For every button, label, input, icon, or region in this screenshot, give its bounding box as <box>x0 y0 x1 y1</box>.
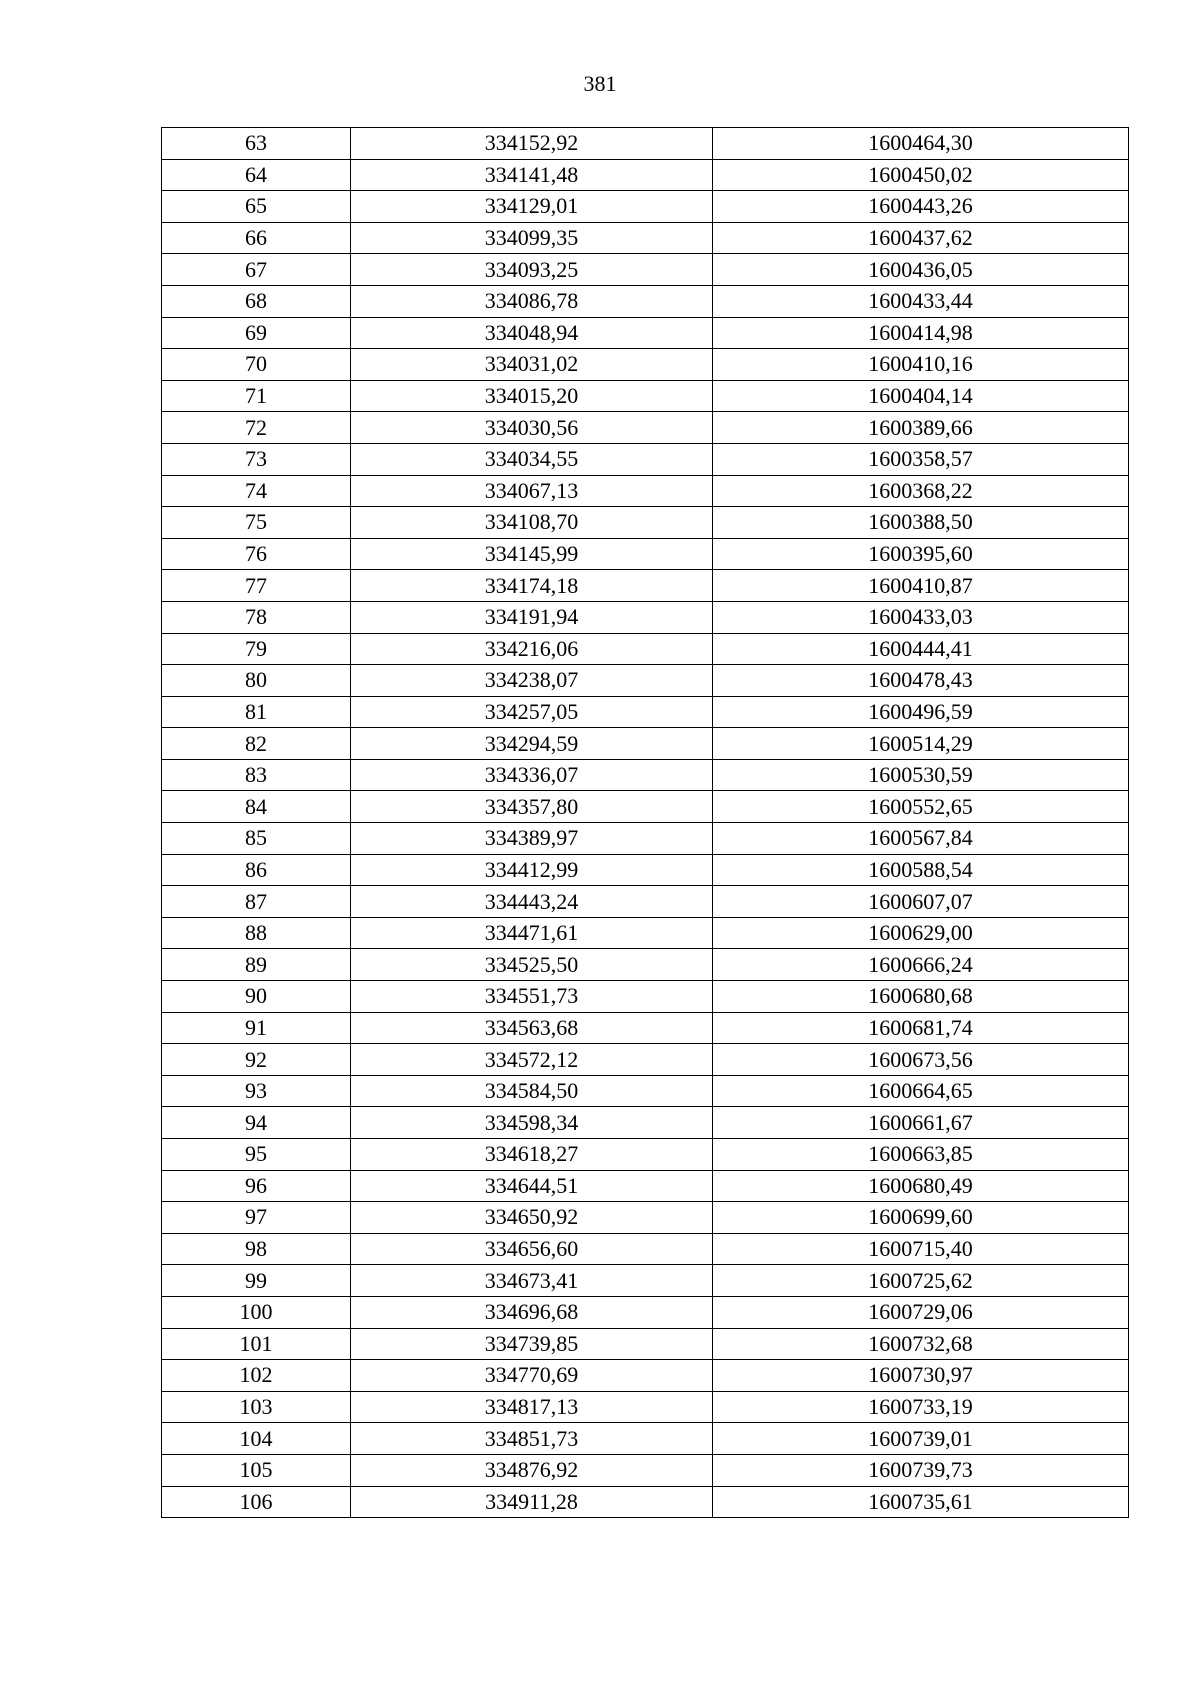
x-coordinate-cell: 334650,92 <box>351 1202 713 1234</box>
x-coordinate-cell: 334817,13 <box>351 1391 713 1423</box>
point-number-cell: 100 <box>162 1296 351 1328</box>
point-number-cell: 106 <box>162 1486 351 1518</box>
x-coordinate-cell: 334412,99 <box>351 854 713 886</box>
x-coordinate-cell: 334129,01 <box>351 191 713 223</box>
table-row <box>162 1454 1129 1486</box>
x-coordinate-cell: 334030,56 <box>351 412 713 444</box>
point-number-cell: 103 <box>162 1391 351 1423</box>
table-row <box>162 1170 1129 1202</box>
table-row <box>162 1360 1129 1392</box>
table-row <box>162 1328 1129 1360</box>
table-row <box>162 159 1129 191</box>
point-number-cell: 82 <box>162 728 351 760</box>
table-row <box>162 949 1129 981</box>
x-coordinate-cell: 334145,99 <box>351 538 713 570</box>
point-number-cell: 87 <box>162 886 351 918</box>
y-coordinate-cell: 1600664,65 <box>713 1075 1129 1107</box>
table-row <box>162 1075 1129 1107</box>
table-row <box>162 1202 1129 1234</box>
table-row <box>162 1012 1129 1044</box>
table-row <box>162 823 1129 855</box>
y-coordinate-cell: 1600358,57 <box>713 443 1129 475</box>
point-number-cell: 88 <box>162 917 351 949</box>
point-number-cell: 73 <box>162 443 351 475</box>
x-coordinate-cell: 334191,94 <box>351 601 713 633</box>
y-coordinate-cell: 1600663,85 <box>713 1139 1129 1171</box>
x-coordinate-cell: 334572,12 <box>351 1044 713 1076</box>
y-coordinate-cell: 1600739,73 <box>713 1454 1129 1486</box>
y-coordinate-cell: 1600715,40 <box>713 1233 1129 1265</box>
table-row <box>162 507 1129 539</box>
point-number-cell: 95 <box>162 1139 351 1171</box>
x-coordinate-cell: 334099,35 <box>351 222 713 254</box>
y-coordinate-cell: 1600552,65 <box>713 791 1129 823</box>
x-coordinate-cell: 334851,73 <box>351 1423 713 1455</box>
table-row <box>162 1044 1129 1076</box>
y-coordinate-cell: 1600739,01 <box>713 1423 1129 1455</box>
x-coordinate-cell: 334093,25 <box>351 254 713 286</box>
point-number-cell: 76 <box>162 538 351 570</box>
point-number-cell: 85 <box>162 823 351 855</box>
y-coordinate-cell: 1600410,16 <box>713 349 1129 381</box>
x-coordinate-cell: 334739,85 <box>351 1328 713 1360</box>
x-coordinate-cell: 334911,28 <box>351 1486 713 1518</box>
x-coordinate-cell: 334015,20 <box>351 380 713 412</box>
y-coordinate-cell: 1600735,61 <box>713 1486 1129 1518</box>
table-row <box>162 886 1129 918</box>
y-coordinate-cell: 1600436,05 <box>713 254 1129 286</box>
x-coordinate-cell: 334086,78 <box>351 285 713 317</box>
x-coordinate-cell: 334108,70 <box>351 507 713 539</box>
y-coordinate-cell: 1600699,60 <box>713 1202 1129 1234</box>
x-coordinate-cell: 334696,68 <box>351 1296 713 1328</box>
x-coordinate-cell: 334031,02 <box>351 349 713 381</box>
y-coordinate-cell: 1600567,84 <box>713 823 1129 855</box>
table-row <box>162 128 1129 160</box>
x-coordinate-cell: 334174,18 <box>351 570 713 602</box>
y-coordinate-cell: 1600666,24 <box>713 949 1129 981</box>
x-coordinate-cell: 334618,27 <box>351 1139 713 1171</box>
y-coordinate-cell: 1600729,06 <box>713 1296 1129 1328</box>
point-number-cell: 64 <box>162 159 351 191</box>
point-number-cell: 99 <box>162 1265 351 1297</box>
point-number-cell: 86 <box>162 854 351 886</box>
table-row <box>162 1296 1129 1328</box>
point-number-cell: 75 <box>162 507 351 539</box>
y-coordinate-cell: 1600414,98 <box>713 317 1129 349</box>
y-coordinate-cell: 1600368,22 <box>713 475 1129 507</box>
x-coordinate-cell: 334673,41 <box>351 1265 713 1297</box>
x-coordinate-cell: 334876,92 <box>351 1454 713 1486</box>
point-number-cell: 74 <box>162 475 351 507</box>
table-row <box>162 412 1129 444</box>
y-coordinate-cell: 1600450,02 <box>713 159 1129 191</box>
table-row <box>162 1423 1129 1455</box>
table-row <box>162 254 1129 286</box>
table-row <box>162 475 1129 507</box>
table-row <box>162 1233 1129 1265</box>
table-row <box>162 380 1129 412</box>
y-coordinate-cell: 1600433,03 <box>713 601 1129 633</box>
y-coordinate-cell: 1600437,62 <box>713 222 1129 254</box>
point-number-cell: 105 <box>162 1454 351 1486</box>
y-coordinate-cell: 1600680,68 <box>713 981 1129 1013</box>
x-coordinate-cell: 334644,51 <box>351 1170 713 1202</box>
y-coordinate-cell: 1600443,26 <box>713 191 1129 223</box>
x-coordinate-cell: 334336,07 <box>351 759 713 791</box>
y-coordinate-cell: 1600395,60 <box>713 538 1129 570</box>
y-coordinate-cell: 1600496,59 <box>713 696 1129 728</box>
point-number-cell: 63 <box>162 128 351 160</box>
table-row <box>162 633 1129 665</box>
point-number-cell: 93 <box>162 1075 351 1107</box>
point-number-cell: 96 <box>162 1170 351 1202</box>
table-row <box>162 285 1129 317</box>
point-number-cell: 104 <box>162 1423 351 1455</box>
y-coordinate-cell: 1600681,74 <box>713 1012 1129 1044</box>
x-coordinate-cell: 334443,24 <box>351 886 713 918</box>
table-row <box>162 570 1129 602</box>
table-row <box>162 665 1129 697</box>
point-number-cell: 81 <box>162 696 351 728</box>
table-row <box>162 759 1129 791</box>
y-coordinate-cell: 1600661,67 <box>713 1107 1129 1139</box>
y-coordinate-cell: 1600732,68 <box>713 1328 1129 1360</box>
x-coordinate-cell: 334152,92 <box>351 128 713 160</box>
table-row <box>162 538 1129 570</box>
y-coordinate-cell: 1600607,07 <box>713 886 1129 918</box>
x-coordinate-cell: 334048,94 <box>351 317 713 349</box>
point-number-cell: 72 <box>162 412 351 444</box>
point-number-cell: 90 <box>162 981 351 1013</box>
x-coordinate-cell: 334551,73 <box>351 981 713 1013</box>
x-coordinate-cell: 334357,80 <box>351 791 713 823</box>
point-number-cell: 92 <box>162 1044 351 1076</box>
table-row <box>162 601 1129 633</box>
y-coordinate-cell: 1600433,44 <box>713 285 1129 317</box>
y-coordinate-cell: 1600588,54 <box>713 854 1129 886</box>
y-coordinate-cell: 1600464,30 <box>713 128 1129 160</box>
point-number-cell: 91 <box>162 1012 351 1044</box>
page-number: 381 <box>583 71 617 96</box>
x-coordinate-cell: 334525,50 <box>351 949 713 981</box>
table-row <box>162 443 1129 475</box>
y-coordinate-cell: 1600680,49 <box>713 1170 1129 1202</box>
table-row <box>162 854 1129 886</box>
point-number-cell: 97 <box>162 1202 351 1234</box>
table-row <box>162 1265 1129 1297</box>
x-coordinate-cell: 334598,34 <box>351 1107 713 1139</box>
x-coordinate-cell: 334238,07 <box>351 665 713 697</box>
point-number-cell: 83 <box>162 759 351 791</box>
table-row <box>162 1107 1129 1139</box>
point-number-cell: 70 <box>162 349 351 381</box>
x-coordinate-cell: 334563,68 <box>351 1012 713 1044</box>
y-coordinate-cell: 1600730,97 <box>713 1360 1129 1392</box>
table-row <box>162 791 1129 823</box>
table-row <box>162 981 1129 1013</box>
point-number-cell: 66 <box>162 222 351 254</box>
x-coordinate-cell: 334770,69 <box>351 1360 713 1392</box>
point-number-cell: 94 <box>162 1107 351 1139</box>
point-number-cell: 67 <box>162 254 351 286</box>
point-number-cell: 84 <box>162 791 351 823</box>
point-number-cell: 65 <box>162 191 351 223</box>
x-coordinate-cell: 334471,61 <box>351 917 713 949</box>
y-coordinate-cell: 1600404,14 <box>713 380 1129 412</box>
point-number-cell: 78 <box>162 601 351 633</box>
table-row <box>162 1486 1129 1518</box>
table-row <box>162 1391 1129 1423</box>
x-coordinate-cell: 334067,13 <box>351 475 713 507</box>
x-coordinate-cell: 334294,59 <box>351 728 713 760</box>
x-coordinate-cell: 334257,05 <box>351 696 713 728</box>
point-number-cell: 89 <box>162 949 351 981</box>
x-coordinate-cell: 334034,55 <box>351 443 713 475</box>
y-coordinate-cell: 1600629,00 <box>713 917 1129 949</box>
point-number-cell: 69 <box>162 317 351 349</box>
y-coordinate-cell: 1600733,19 <box>713 1391 1129 1423</box>
point-number-cell: 77 <box>162 570 351 602</box>
table-row <box>162 917 1129 949</box>
point-number-cell: 80 <box>162 665 351 697</box>
table-row <box>162 349 1129 381</box>
table-row <box>162 728 1129 760</box>
y-coordinate-cell: 1600388,50 <box>713 507 1129 539</box>
y-coordinate-cell: 1600725,62 <box>713 1265 1129 1297</box>
point-number-cell: 79 <box>162 633 351 665</box>
point-number-cell: 71 <box>162 380 351 412</box>
y-coordinate-cell: 1600530,59 <box>713 759 1129 791</box>
x-coordinate-cell: 334584,50 <box>351 1075 713 1107</box>
point-number-cell: 102 <box>162 1360 351 1392</box>
table-row <box>162 1139 1129 1171</box>
point-number-cell: 101 <box>162 1328 351 1360</box>
x-coordinate-cell: 334389,97 <box>351 823 713 855</box>
point-number-cell: 68 <box>162 285 351 317</box>
y-coordinate-cell: 1600514,29 <box>713 728 1129 760</box>
table-row <box>162 317 1129 349</box>
table-row <box>162 222 1129 254</box>
y-coordinate-cell: 1600389,66 <box>713 412 1129 444</box>
table-body <box>162 128 1129 1518</box>
y-coordinate-cell: 1600478,43 <box>713 665 1129 697</box>
coordinates-table <box>161 127 1129 1518</box>
table-row <box>162 696 1129 728</box>
x-coordinate-cell: 334141,48 <box>351 159 713 191</box>
x-coordinate-cell: 334216,06 <box>351 633 713 665</box>
y-coordinate-cell: 1600673,56 <box>713 1044 1129 1076</box>
point-number-cell: 98 <box>162 1233 351 1265</box>
table-row <box>162 191 1129 223</box>
x-coordinate-cell: 334656,60 <box>351 1233 713 1265</box>
y-coordinate-cell: 1600444,41 <box>713 633 1129 665</box>
y-coordinate-cell: 1600410,87 <box>713 570 1129 602</box>
